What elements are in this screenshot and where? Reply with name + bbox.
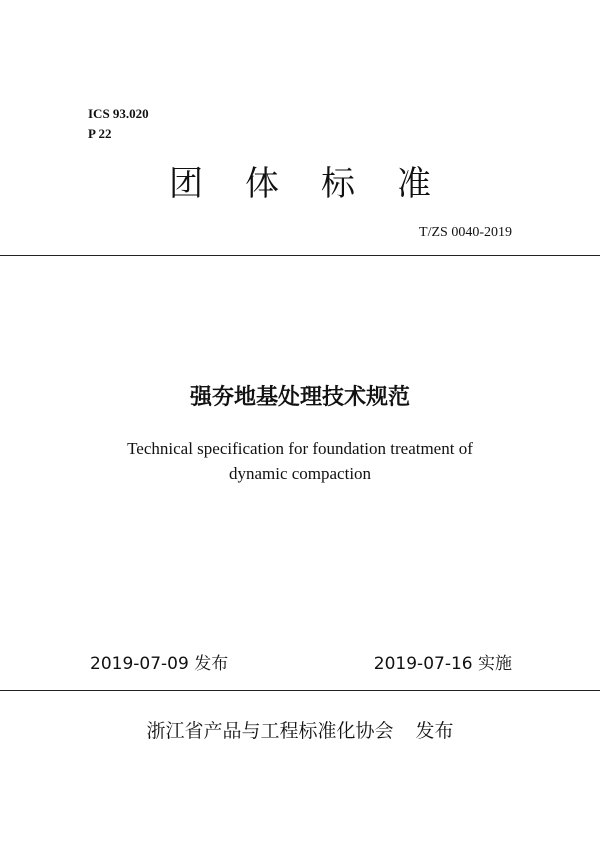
ccs-code: P 22 — [88, 126, 112, 141]
standard-type-heading: 团体标准 — [169, 164, 473, 204]
issue-date: 2019-07-09 发布 — [90, 654, 229, 674]
implementation-date: 2019-07-16 实施 — [373, 654, 512, 674]
standard-number: T/ZS 0040-2019 — [419, 225, 512, 240]
classification-block — [88, 104, 149, 144]
publisher-name: 浙江省产品与工程标准化协会 — [146, 720, 394, 742]
publisher-action: 发布 — [415, 720, 454, 742]
top-divider — [0, 255, 600, 256]
ics-code: ICS 93.020 — [88, 106, 149, 121]
english-title-line-1: Technical specification for foundation treatment of — [127, 439, 473, 458]
document-title-english — [0, 436, 600, 486]
bottom-divider — [0, 690, 600, 691]
english-title-line-2: dynamic compaction — [228, 464, 372, 483]
document-title-chinese: 强夯地基处理技术规范 — [189, 384, 410, 410]
publisher-line — [0, 718, 600, 744]
